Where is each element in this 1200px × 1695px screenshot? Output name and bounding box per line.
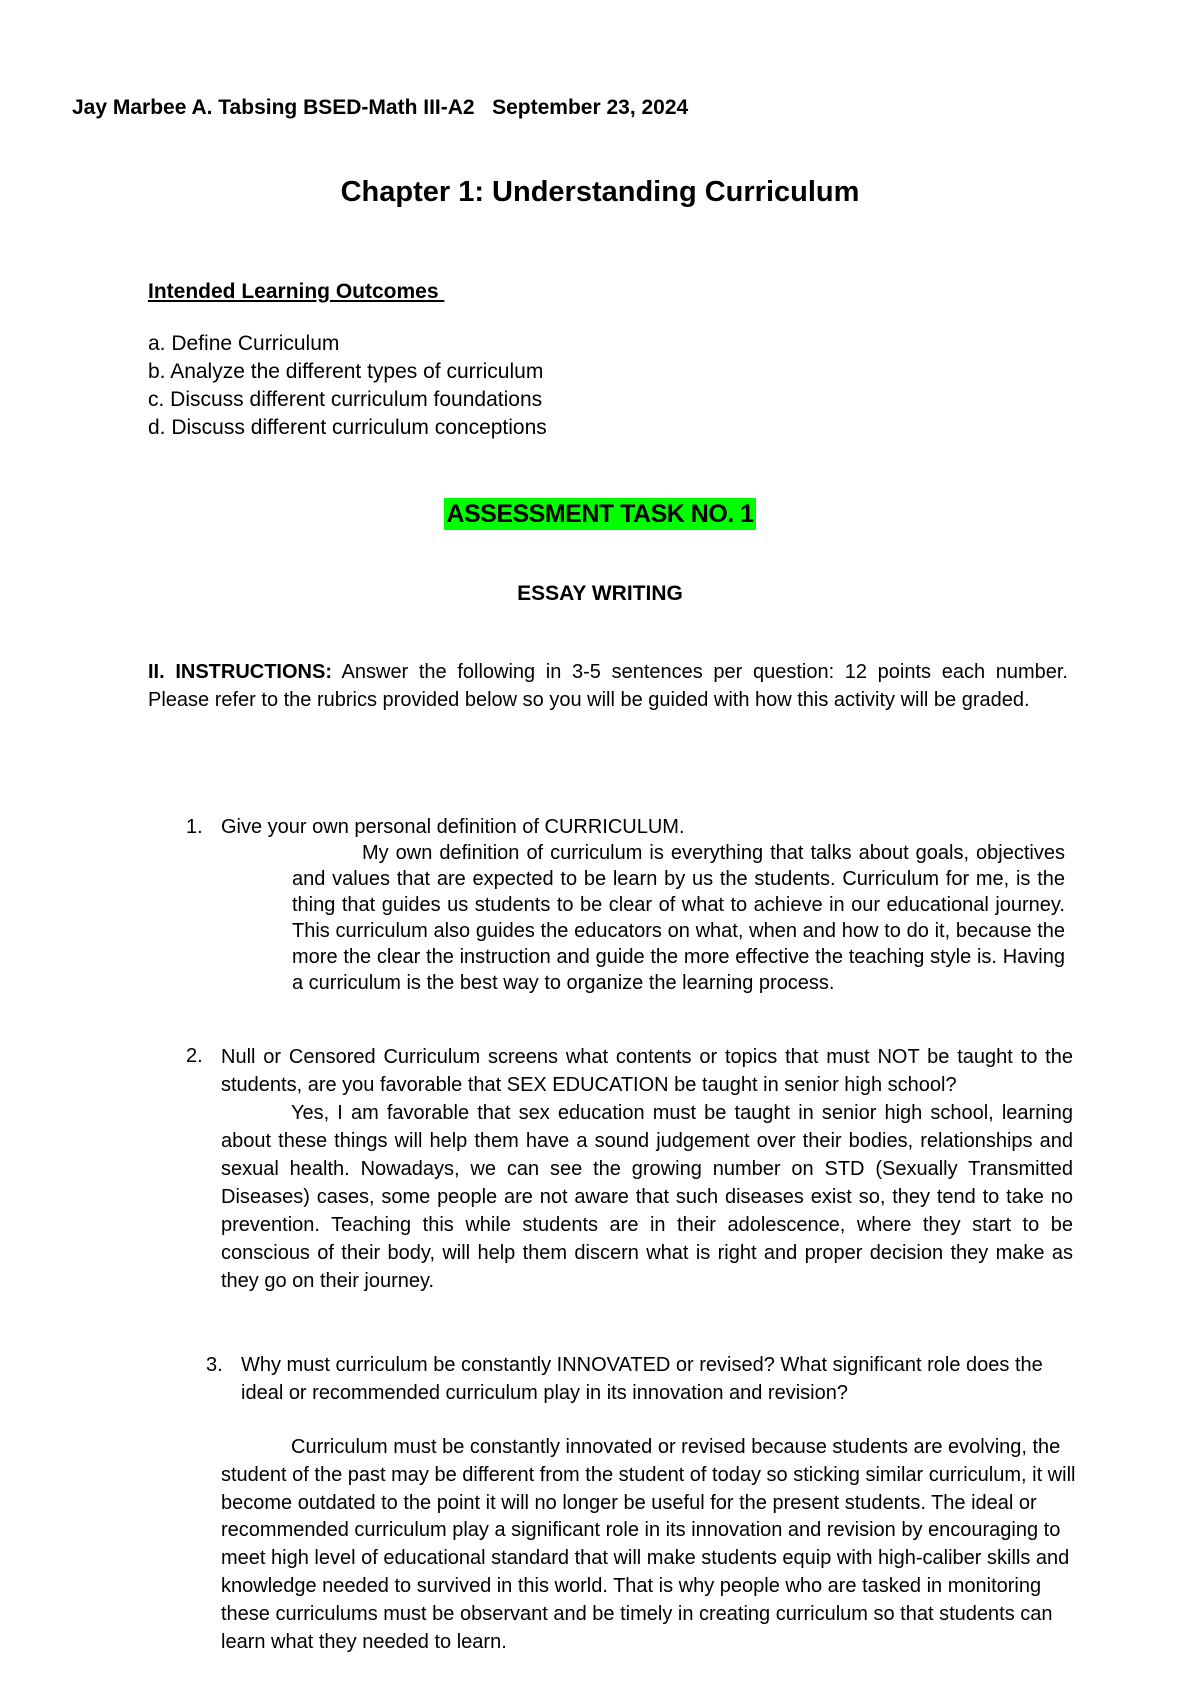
- question-block: [186, 1043, 1076, 1295]
- question-text: Null or Censored Curriculum screens what contents or topics that must NOT be taught to the students, are you favorable that SEX EDUCATION be taught in senior high school?: [221, 1046, 1073, 1096]
- document-header: Jay Marbee A. Tabsing BSED-Math III-A2 September 23, 2024: [72, 96, 689, 119]
- question-text: Give your own personal definition of CURRICULUM.: [221, 816, 685, 838]
- answer-text: Yes, I am favorable that sex education must be taught in senior high school, learning about these things will help them have a sound judgement over their bodies, relationships and sexual health. Nowadays, we can see the growing number on STD (Sexually Transmitted Diseases) cases, some people are not aware that such diseases exist so, they tend to take no prevention. Teaching this while students are in their adolescence, where they start to be conscious of their body, will help them discern what is right and proper decision they make as they go on their journey.: [221, 1102, 1073, 1292]
- outcome-item: d. Discuss different curriculum conceptions: [148, 416, 547, 439]
- outcome-item: c. Discuss different curriculum foundations: [148, 388, 543, 411]
- question-text-span: Why must curriculum be constantly INNOVATED or revised? What significant role does the ideal or recommended curriculum play in its innovation and revision?: [241, 1354, 1043, 1404]
- question-block: [186, 814, 1076, 996]
- instructions-text: Answer the following in 3-5 sentences per question: 12 points each number. Please refer to the rubrics provided below so you will be guided with how this activity will be graded.: [148, 661, 1068, 711]
- learning-outcomes-list: [148, 330, 547, 442]
- outcome-item: b. Analyze the different types of curriculum: [148, 360, 544, 383]
- answer-text: Curriculum must be constantly innovated or revised because students are evolving, the student of the past may be different from the student of today so sticking similar curriculum, it will become outdated to the point it will no longer be useful for the present students. The ideal or recommended curriculum play a significant role in its innovation and revision by encouraging to meet high level of educational standard that will make students equip with high-caliber skills and knowledge needed to survived in this world. That is why people who are tasked in monitoring these curriculums must be observant and be timely in creating curriculum so that students can learn what they needed to learn.: [221, 1436, 1076, 1653]
- answer-text: My own definition of curriculum is everything that talks about goals, objectives and values that are expected to be learn by us the students. Curriculum for me, is the thing that guides us students to be clear of what to achieve in our educational journey. This curriculum also guides the educators on what, when and how to do it, because the more the clear the instruction and guide the more effective the teaching style is. Having a curriculum is the best way to organize the learning process.: [292, 842, 1065, 994]
- question-text: [241, 1351, 1061, 1407]
- instructions-label: II. INSTRUCTIONS:: [148, 661, 332, 683]
- chapter-title: Chapter 1: Understanding Curriculum: [340, 176, 860, 208]
- outcome-item: a. Define Curriculum: [148, 332, 340, 355]
- instructions: [148, 658, 1068, 714]
- essay-heading: ESSAY WRITING: [517, 582, 683, 605]
- assessment-task-title: ASSESSMENT TASK NO. 1: [446, 500, 754, 528]
- question-block: [206, 1351, 1076, 1407]
- question-number: 3.: [206, 1354, 223, 1376]
- question-number: 2.: [186, 1045, 203, 1067]
- question-number: 1.: [186, 816, 203, 838]
- assessment-task-banner: [0, 500, 1200, 529]
- learning-outcomes-heading: Intended Learning Outcomes: [148, 280, 445, 303]
